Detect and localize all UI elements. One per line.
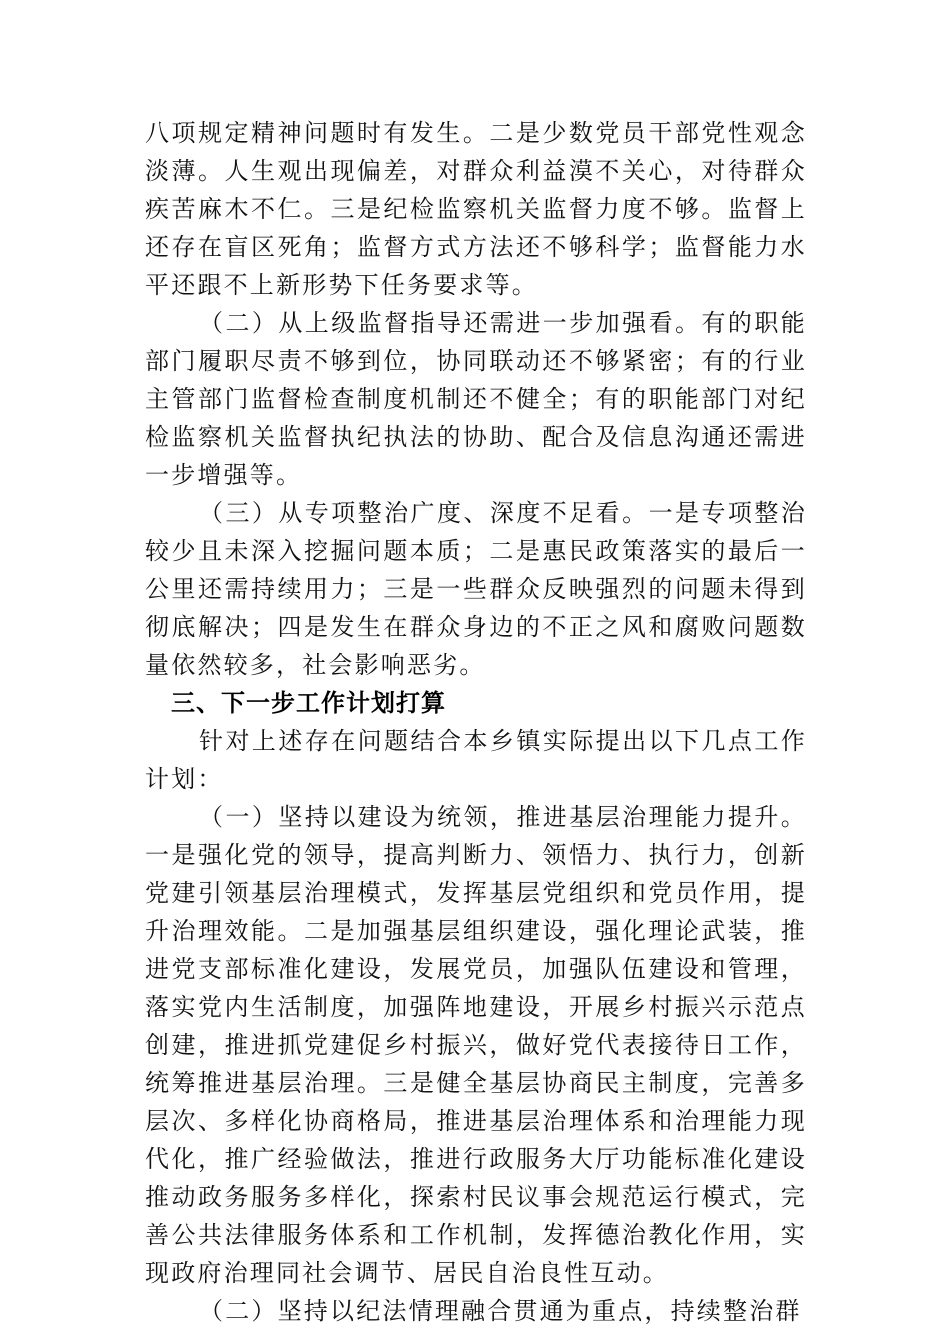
- section-heading: 三、下一步工作计划打算: [171, 689, 446, 717]
- paragraph-plan-2: （二）坚持以纪法情理融合贯通为重点，持续整治群: [199, 1297, 802, 1325]
- paragraph-item-2: （二）从上级监督指导还需进一步加强看。有的职能部门履职尽责不够到位，协同联动还不够紧密；有的行业主管部门监督检查制度机制还不健全；有的职能部门对纪检监察机关监督执纪执法的协助、配合及信息沟通还需进一步增强等。: [145, 309, 807, 489]
- paragraph-continuation: 八项规定精神问题时有发生。二是少数党员干部党性观念淡薄。人生观出现偏差，对群众利益漠不关心，对待群众疾苦麻木不仁。三是纪检监察机关监督力度不够。监督上还存在盲区死角；监督方式方法还不够科学；监督能力水平还跟不上新形势下任务要求等。: [145, 119, 807, 299]
- paragraph-item-3: （三）从专项整治广度、深度不足看。一是专项整治较少且未深入挖掘问题本质；二是惠民政策落实的最后一公里还需持续用力；三是一些群众反映强烈的问题未得到彻底解决；四是发生在群众身边的不正之风和腐败问题数量依然较多，社会影响恶劣。: [145, 499, 807, 679]
- paragraph-plan-1: （一）坚持以建设为统领，推进基层治理能力提升。一是强化党的领导，提高判断力、领悟力、执行力，创新党建引领基层治理模式，发挥基层党组织和党员作用，提升治理效能。二是加强基层组织建设，强化理论武装，推进党支部标准化建设，发展党员，加强队伍建设和管理，落实党内生活制度，加强阵地建设，开展乡村振兴示范点创建，推进抓党建促乡村振兴，做好党代表接待日工作，统筹推进基层治理。三是健全基层协商民主制度，完善多层次、多样化协商格局，推进基层治理体系和治理能力现代化，推广经验做法，推进行政服务大厅功能标准化建设推动政务服务多样化，探索村民议事会规范运行模式，完善公共法律服务体系和工作机制，发挥德治教化作用，实现政府治理同社会调节、居民自治良性互动。: [145, 803, 807, 1287]
- document-page: [145, 114, 807, 1330]
- paragraph-intro: 针对上述存在问题结合本乡镇实际提出以下几点工作计划：: [145, 727, 807, 793]
